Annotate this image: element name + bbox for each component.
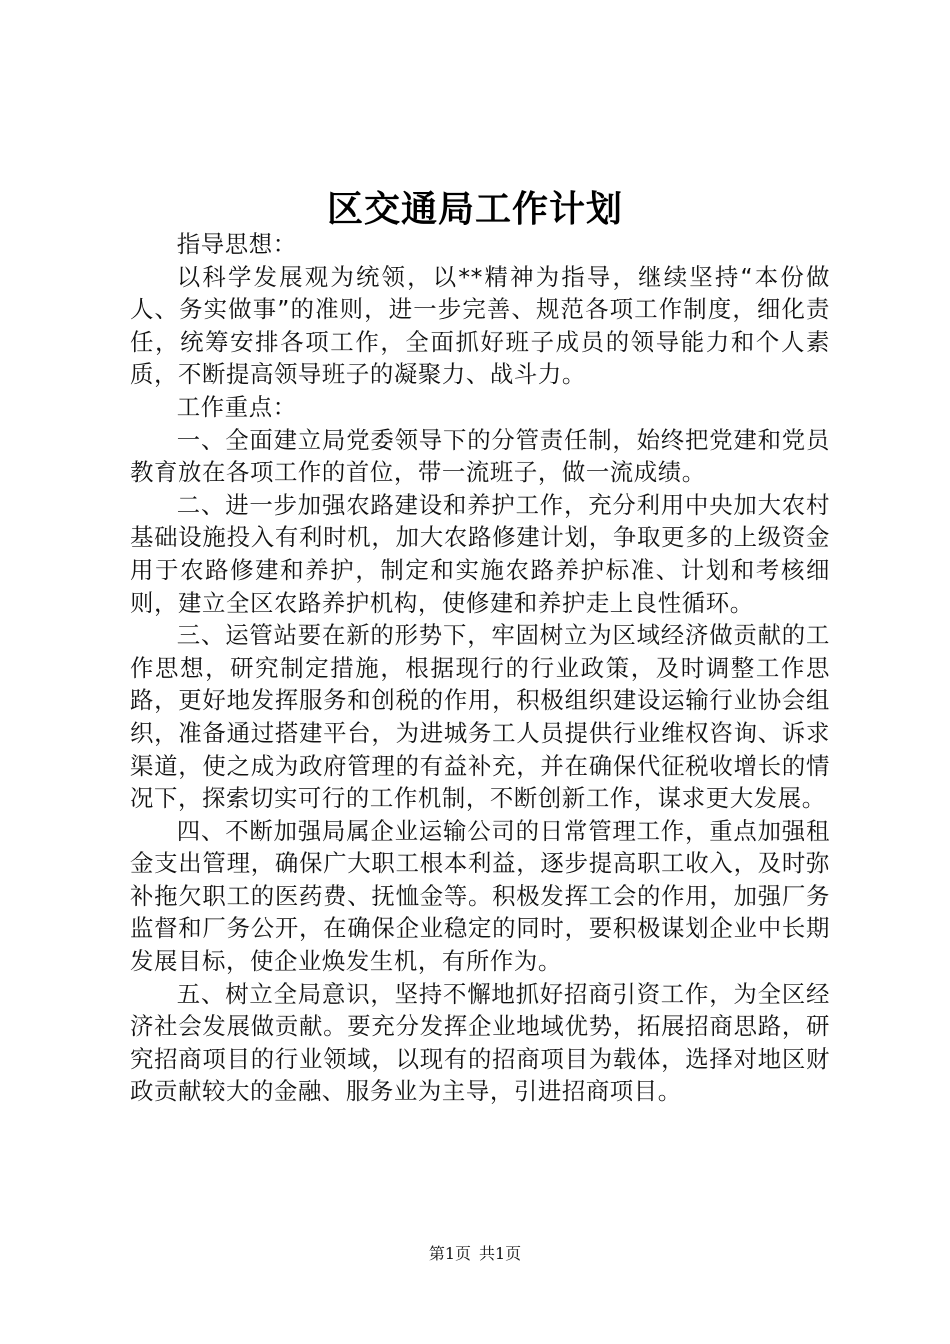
page-number-current: 第1页 bbox=[428, 1244, 471, 1263]
page-number-total: 共1页 bbox=[479, 1244, 522, 1263]
paragraph-item-4: 四、不断加强局属企业运输公司的日常管理工作，重点加强租金支出管理，确保广大职工根本利益，逐步提高职工收入，及时弥补拖欠职工的医药费、抚恤金等。积极发挥工会的作用，加强厂务监督和厂务公开，在确保企业稳定的同时，要积极谋划企业中长期发展目标，使企业焕发生机，有所作为。 bbox=[130, 816, 830, 976]
paragraph-item-2: 二、进一步加强农路建设和养护工作，充分利用中央加大农村基础设施投入有利时机，加大农路修建计划，争取更多的上级资金用于农路修建和养护，制定和实施农路养护标准、计划和考核细则，建立全区农路养护机构，使修建和养护走上良性循环。 bbox=[130, 490, 830, 617]
page-footer bbox=[0, 1242, 950, 1266]
paragraph-item-1: 一、全面建立局党委领导下的分管责任制，始终把党建和党员教育放在各项工作的首位，带一流班子，做一流成绩。 bbox=[130, 425, 830, 487]
document-title: 区交通局工作计划 bbox=[326, 188, 623, 230]
section-heading-guiding-thought: 指导思想： bbox=[176, 230, 297, 258]
paragraph-guiding-thought: 以科学发展观为统领，以**精神为指导，继续坚持“本份做人、务实做事”的准则，进一步完善、规范各项工作制度，细化责任，统筹安排各项工作，全面抓好班子成员的领导能力和个人素质，不断提高领导班子的凝聚力、战斗力。 bbox=[130, 262, 830, 389]
section-heading-work-focus: 工作重点： bbox=[176, 392, 297, 421]
paragraph-item-5: 五、树立全局意识，坚持不懈地抓好招商引资工作，为全区经济社会发展做贡献。要充分发挥企业地域优势，拓展招商思路，研究招商项目的行业领域，以现有的招商项目为载体，选择对地区财政贡献较大的金融、服务业为主导，引进招商项目。 bbox=[130, 979, 830, 1106]
document-body bbox=[130, 228, 830, 1108]
paragraph-item-3: 三、运管站要在新的形势下，牢固树立为区域经济做贡献的工作思想，研究制定措施，根据现行的行业政策，及时调整工作思路，更好地发挥服务和创税的作用，积极组织建设运输行业协会组织，准备通过搭建平台，为进城务工人员提供行业维权咨询、诉求渠道，使之成为政府管理的有益补充，并在确保代征税收增长的情况下，探索切实可行的工作机制，不断创新工作，谋求更大发展。 bbox=[130, 621, 830, 813]
